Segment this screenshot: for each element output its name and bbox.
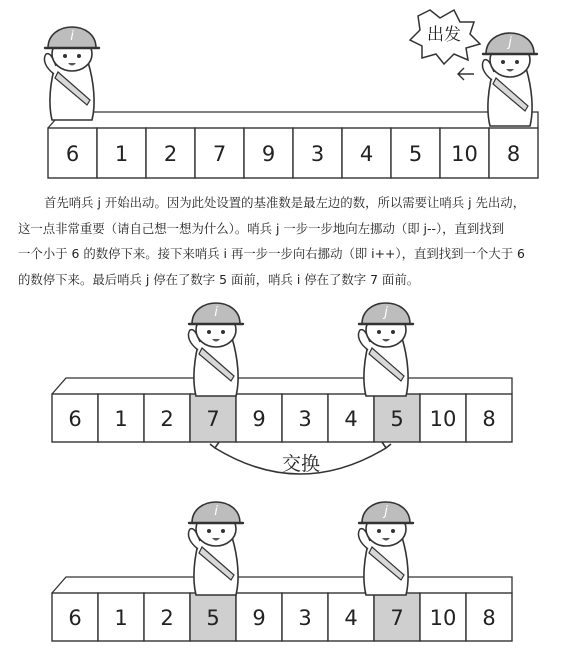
bottom-array [52, 577, 512, 641]
soldier-i-middle [188, 303, 243, 396]
soldier-i-label: i [214, 504, 218, 519]
array-cell-value: 2 [163, 142, 178, 166]
array-cell [97, 128, 146, 178]
array-cell [489, 128, 538, 178]
array-cell [282, 593, 328, 641]
explanation-paragraph [18, 190, 565, 292]
array-cell [236, 394, 282, 442]
soldier-j-bottom [358, 502, 413, 595]
array-cell-value: 1 [114, 606, 128, 630]
array-cell-value: 4 [344, 407, 358, 431]
array-cell [98, 394, 144, 442]
array-cell-value: 5 [390, 407, 404, 431]
speech-bubble [410, 10, 480, 64]
array-cell-value: 8 [482, 407, 496, 431]
paragraph-line: 这一点非常重要（请自己想一想为什么）。哨兵 j 一步一步地向左挪动（即 j--），直到找到 [18, 220, 505, 236]
array-cell [144, 593, 190, 641]
array-cell [466, 593, 512, 641]
soldier-j-label: j [384, 504, 388, 519]
array-cell [342, 128, 391, 178]
array-cell [244, 128, 293, 178]
array-cell-value: 8 [482, 606, 496, 630]
swap-label: 交换 [281, 453, 321, 475]
array-cell [328, 593, 374, 641]
array-cell-value: 2 [160, 407, 174, 431]
array-cell-value: 7 [212, 142, 227, 166]
top-array [48, 112, 538, 178]
array-cell-value: 5 [206, 606, 220, 630]
paragraph-line: 一个小于 6 的数停下来。接下来哨兵 i 再一步一步向右挪动（即 i++），直到找到一个大于 6 [18, 246, 525, 261]
array-cell [236, 593, 282, 641]
array-cell [195, 128, 244, 178]
array-cell [190, 593, 236, 641]
array-cell-value: 3 [310, 142, 325, 166]
array-cell-value: 1 [114, 142, 129, 166]
array-cell-value: 4 [344, 606, 358, 630]
array-cell [420, 593, 466, 641]
array-cell-value: 3 [298, 407, 312, 431]
array-cell [52, 394, 98, 442]
middle-array [52, 378, 512, 442]
array-cell-value: 3 [298, 606, 312, 630]
array-cell-value: 10 [429, 606, 457, 630]
array-cell-value: 7 [206, 407, 220, 431]
array-cell [282, 394, 328, 442]
array-cell-value: 10 [429, 407, 457, 431]
array-cell-value: 8 [506, 142, 521, 166]
array-cell-value: 5 [408, 142, 423, 166]
array-cell-value: 9 [252, 606, 266, 630]
array-cell [98, 593, 144, 641]
array-cell-value: 6 [65, 142, 80, 166]
soldier-j-middle [358, 303, 413, 396]
array-cell-value: 6 [68, 407, 82, 431]
soldier-j-label: j [384, 305, 388, 320]
swap-arrow [210, 442, 391, 475]
soldier-i-label: i [70, 29, 74, 44]
array-cell [190, 394, 236, 442]
array-cell [144, 394, 190, 442]
array-cell [328, 394, 374, 442]
array-cell [440, 128, 489, 178]
paragraph-line: 首先哨兵 j 开始出动。因为此处设置的基准数是最左边的数，所以需要让哨兵 j 先出动， [44, 195, 526, 210]
array-cell [52, 593, 98, 641]
soldier-j-top [482, 33, 537, 126]
array-cell [293, 128, 342, 178]
array-cell-value: 9 [261, 142, 276, 166]
soldier-j-label: j [508, 35, 512, 50]
array-cell [146, 128, 195, 178]
array-cell [374, 593, 420, 641]
soldier-i-top [44, 27, 99, 120]
left-arrow-icon [458, 68, 474, 80]
array-cell [391, 128, 440, 178]
array-cell [420, 394, 466, 442]
array-cell [466, 394, 512, 442]
paragraph-line: 的数停下来。最后哨兵 j 停在了数字 5 面前，哨兵 i 停在了数字 7 面前。 [18, 271, 420, 287]
array-cell-value: 6 [68, 606, 82, 630]
array-cell-value: 1 [114, 407, 128, 431]
array-cell-value: 2 [160, 606, 174, 630]
array-cell-value: 9 [252, 407, 266, 431]
speech-bubble-text: 出发 [427, 25, 461, 45]
array-cell [48, 128, 97, 178]
array-cell-value: 7 [390, 606, 404, 630]
array-cell-value: 10 [451, 142, 478, 166]
soldier-i-bottom [188, 502, 243, 595]
array-cell-value: 4 [359, 142, 374, 166]
soldier-i-label: i [214, 305, 218, 320]
array-cell [374, 394, 420, 442]
